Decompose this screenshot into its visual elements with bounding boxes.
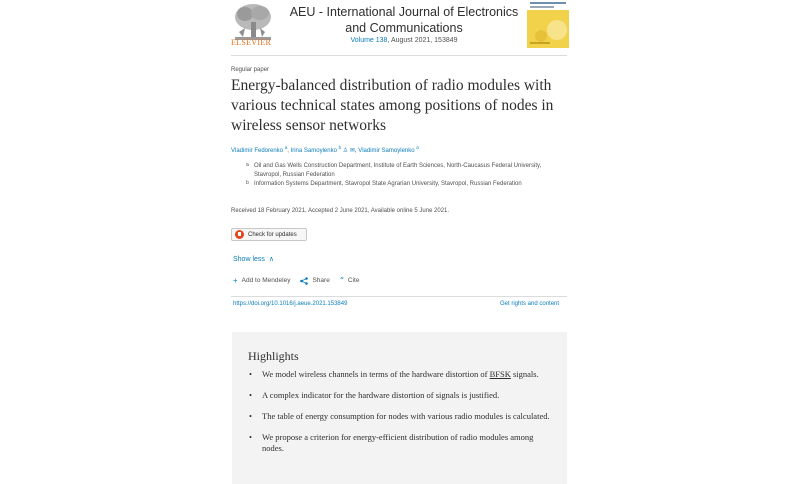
journal-title[interactable]: AEU - International Journal of Electronics and Communications	[289, 5, 519, 35]
check-for-updates-button[interactable]	[231, 228, 307, 241]
author-separator: ,	[354, 148, 359, 154]
affiliation-item	[246, 162, 566, 179]
author-list	[231, 145, 419, 154]
highlights-list	[248, 369, 553, 464]
bullet-icon: •	[249, 390, 252, 400]
bullet-icon: •	[249, 411, 252, 421]
header-divider	[231, 55, 567, 56]
author-link[interactable]: Vladimir Fedorenko $^a$	[231, 145, 288, 154]
check-updates-badge-icon	[235, 230, 244, 239]
article-title: Energy-balanced distribution of radio modules with various technical states among positions of nodes in wireless sensor networks	[231, 77, 554, 134]
share-label: Share	[312, 277, 330, 284]
highlight-item: • The table of energy consumption for nodes with various radio modules is calculated.	[249, 411, 550, 421]
add-to-mendeley-label: Add to Mendeley	[241, 277, 291, 284]
check-for-updates-label: Check for updates	[248, 231, 297, 238]
abbreviation-link[interactable]: BFSK	[489, 369, 511, 379]
show-less-label: Show less	[233, 255, 265, 263]
bullet-icon: •	[249, 432, 252, 442]
share-button[interactable]	[300, 277, 329, 285]
journal-volume	[282, 37, 526, 44]
author-link[interactable]: Vladimir Samoylenko $^a$	[358, 145, 419, 154]
show-less-toggle[interactable]	[233, 255, 274, 263]
volume-details: , August 2021, 153849	[387, 37, 458, 44]
bullet-icon: •	[249, 369, 252, 379]
journal-cover-thumbnail[interactable]	[527, 0, 569, 48]
add-to-mendeley-button[interactable]	[233, 276, 290, 285]
affiliation-label: b	[246, 180, 249, 186]
highlight-item: • We propose a criterion for energy-efficient distribution of radio modules among nodes.	[249, 432, 534, 453]
author-separator: ,	[287, 148, 291, 154]
chevron-up-icon: ∧	[268, 256, 275, 263]
highlight-item: • We model wireless channels in terms of the hardware distortion of BFSK signals.	[249, 369, 539, 379]
cite-button[interactable]	[340, 276, 360, 285]
affiliation-item	[246, 180, 566, 189]
article-dates: Received 18 February 2021, Accepted 2 June 2021, Available online 5 June 2021.	[231, 208, 450, 214]
doi-link[interactable]: https://doi.org/10.1016/j.aeue.2021.153849	[233, 301, 348, 307]
article-actions	[233, 276, 369, 285]
affiliation-text: Oil and Gas Wells Construction Department, Institute of Earth Sciences, North-Caucasus Federal University, Stavropol, Russian Federation	[254, 163, 542, 178]
quote-icon: ”	[339, 276, 344, 285]
publisher-name: ELSEVIER	[231, 38, 272, 47]
author-link[interactable]: Irina Samoylenko $^b$ ♙ ✉	[290, 145, 355, 154]
doi-divider	[231, 296, 567, 297]
article-type: Regular paper	[231, 67, 270, 73]
affiliation-text: Information Systems Department, Stavropol State Agrarian University, Stavropol, Russian Federation	[254, 181, 522, 187]
cite-label: Cite	[347, 277, 360, 284]
mail-icon[interactable]: ✉	[349, 148, 355, 154]
get-rights-link[interactable]: Get rights and content	[500, 301, 560, 307]
highlights-heading: Highlights	[248, 349, 299, 363]
volume-link[interactable]: Volume 138	[350, 37, 388, 44]
share-icon	[300, 277, 308, 285]
person-icon: ♙	[342, 148, 349, 154]
affiliation-label: a	[246, 162, 249, 168]
affiliation-list	[246, 162, 566, 190]
highlight-item: • A complex indicator for the hardware distortion of signals is justified.	[249, 390, 500, 400]
plus-icon: +	[233, 276, 238, 285]
